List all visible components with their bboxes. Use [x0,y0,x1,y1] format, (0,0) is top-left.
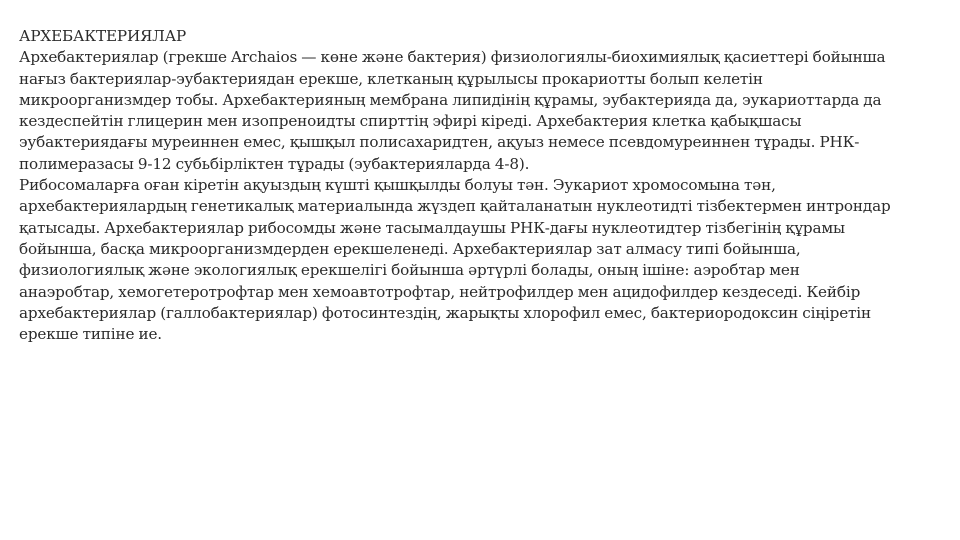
text-line: кездеспейтін глицерин мен изопреноидты спирттің эфирі кіреді. Архебактерия клетка қабықшасы [19,112,802,131]
text-line: нағыз бактериялар-эубактериядан ерекше, клетканың құрылысы прокариотты болып келетін [19,69,763,88]
text-line: анаэробтар, хемогетеротрофтар мен хемоавтотрофтар, нейтрофилдер мен ацидофилдер кездеседі. Кейбір [19,282,861,301]
text-line: қатысады. Архебактериялар рибосомды және тасымалдаушы РНК-дағы нуклеотидтер тізбегінің құрамы [19,218,845,237]
text-line: микроорганизмдер тобы. Архебактерияның мембрана липидінің құрамы, эубактерияда да, эукариоттарда да [19,90,882,109]
text-line: Архебактериялар (грекше Archaios — көне және бактерия) физиологиялы-биохимиялық қасиеттері бойынша [19,48,886,67]
text-line: ерекше типіне ие. [19,325,162,344]
text-line: бойынша, басқа микроорганизмдерден ерекшеленеді. Архебактериялар зат алмасу типі бойынша, [19,239,801,258]
text-line: эубактериядағы муреиннен емес, қышқыл полисахаридтен, ақуыз немесе псевдомуреиннен тұрады. РНК- [19,133,860,152]
text-line: полимеразасы 9-12 субьбірліктен тұрады (эубактерияларда 4-8). [19,154,530,173]
document-title: АРХЕБАКТЕРИЯЛАР [19,27,187,45]
text-line: архебактериялардың генетикалық материалында жүздеп қайталанатын нуклеотидті тізбектермен интрондар [19,197,891,216]
text-line: физиологиялық және экологиялық ерекшелігі бойынша әртүрлі болады, оның ішіне: аэробтар мен [19,261,800,280]
text-line: архебактериялар (галлобактериялар) фотосинтездің, жарықты хлорофил емес, бактериородоксин сіңіретін [19,303,871,322]
text-line: Рибосомаларға оған кіретін ақуыздың күшті қышқылды болуы тән. Эукариот хромосомына тән, [19,176,776,195]
text-block [19,26,944,345]
